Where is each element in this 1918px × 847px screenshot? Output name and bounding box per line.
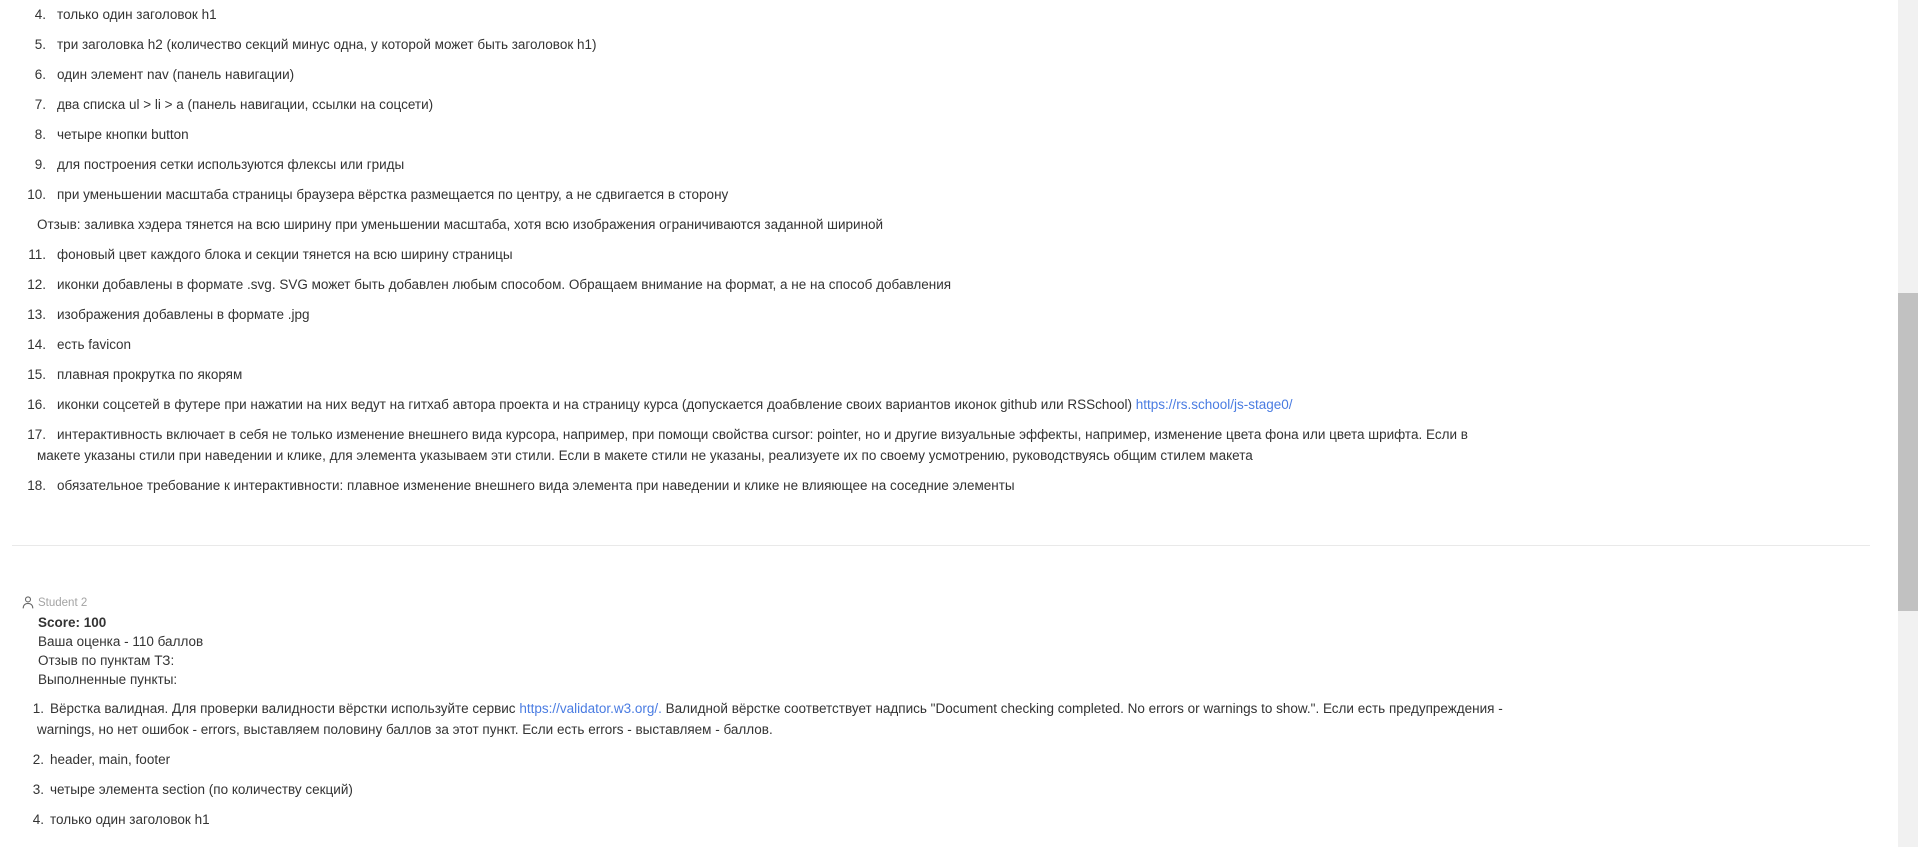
list-item-number: 18. (27, 478, 46, 493)
section-divider (12, 545, 1870, 546)
list-item-number: 11. (28, 247, 46, 262)
list-item-text: иконки соцсетей в футере при нажатии на них ведут на гитхаб автора проекта и на страницу курса (допускается доабвление своих вариантов иконок github или RSSchool) (57, 397, 1136, 412)
list-item-text: три заголовка h2 (количество секций минус одна, у которой может быть заголовок h1) (57, 37, 597, 52)
list-item (27, 364, 1510, 385)
list-item-number: 17. (27, 427, 46, 442)
list-item-link[interactable]: https://validator.w3.org/. (519, 701, 662, 716)
review-feedback-header: Отзыв по пунктам ТЗ: (38, 653, 175, 668)
list-item (34, 34, 1510, 55)
list-item-number: 13. (27, 307, 46, 322)
list-item (34, 154, 1510, 175)
list-item-number: 14. (27, 337, 46, 352)
list-item-number: 5. (34, 37, 46, 52)
list-item (27, 334, 1510, 355)
list-item-number: 15. (27, 367, 46, 382)
list-item-text: Валидной вёрстке соответствует надпись "Document checking completed. No errors or warnings to show.". Если есть предупреждения - warnings, но нет ошибок - errors, выставляем половину баллов за этот пункт. Если есть errors - выставляем - баллов. (37, 701, 1503, 737)
list-item-text: четыре кнопки button (57, 127, 189, 142)
list-item-number: 3. (32, 782, 44, 797)
list-item (27, 184, 1510, 205)
list-item-text: обязательное требование к интерактивности: плавное изменение внешнего вида элемента при наведении и клике не влияющее на соседние элементы (57, 478, 1015, 493)
list-item-number: 7. (34, 97, 46, 112)
review-author-name: Student 2 (38, 597, 88, 609)
list-item-number: 4. (34, 7, 46, 22)
list-item (34, 124, 1510, 145)
list-item (27, 424, 1510, 466)
list-item (34, 94, 1510, 115)
list-item-text: Вёрстка валидная. Для проверки валидности вёрстки используйте сервис (50, 701, 520, 716)
list-item-text: фоновый цвет каждого блока и секции тянется на всю ширину страницы (57, 247, 513, 262)
vertical-scrollbar-thumb[interactable] (1898, 293, 1918, 611)
completed-items-checklist (0, 698, 1898, 830)
list-item-text: изображения добавлены в формате .jpg (57, 307, 310, 322)
list-item (32, 809, 1510, 830)
list-item (34, 4, 1510, 25)
list-item (27, 394, 1510, 415)
list-item (32, 749, 1510, 770)
list-item-link[interactable]: https://rs.school/js-stage0/ (1135, 397, 1293, 412)
list-item-text: для построения сетки используются флексы или гриды (57, 157, 405, 172)
list-item-number: 9. (34, 157, 46, 172)
review-grade: Ваша оценка - 110 баллов (38, 634, 204, 649)
list-item-number: 6. (34, 67, 46, 82)
vertical-scrollbar-track[interactable] (1898, 0, 1918, 847)
list-item-text: плавная прокрутка по якорям (57, 367, 243, 382)
list-item-number: 2. (32, 752, 44, 767)
list-item-number: 16. (27, 397, 46, 412)
list-item-text: только один заголовок h1 (50, 812, 210, 827)
list-item-number: 1. (32, 701, 44, 716)
list-item (27, 304, 1510, 325)
list-item-text: четыре элемента section (по количеству секций) (50, 782, 353, 797)
list-item (28, 244, 1510, 265)
review-block (0, 594, 1898, 689)
list-item-text: интерактивность включает в себя не только изменение внешнего вида курсора, например, при помощи свойства cursor: pointer, но и другие визуальные эффекты, например, изменение цвета фона или цвета шрифта. Если в макете указаны стили при наведении и клике, для элемента указываем эти стили. Если в макете стили не указаны, реализуете их по своему усмотрению, руководствуясь общим стилем макета (37, 427, 1468, 463)
list-item-text: два списка ul > li > a (панель навигации, ссылки на соцсети) (57, 97, 434, 112)
list-item (32, 779, 1510, 800)
list-item-text: есть favicon (57, 337, 131, 352)
list-item (27, 475, 1510, 496)
review-author-row (0, 594, 1898, 613)
list-item-text: только один заголовок h1 (57, 7, 217, 22)
review-score: Score: 100 (38, 615, 107, 630)
list-item-text: один элемент nav (панель навигации) (57, 67, 295, 82)
list-item-text: иконки добавлены в формате .svg. SVG может быть добавлен любым способом. Обращаем внимание на формат, а не на способ добавления (57, 277, 952, 292)
list-item (34, 64, 1510, 85)
list-item-number: 10. (27, 187, 46, 202)
list-item-text: header, main, footer (50, 752, 171, 767)
review-done-header: Выполненные пункты: (38, 672, 178, 687)
list-item-number: 8. (34, 127, 46, 142)
list-item-number: 12. (27, 277, 46, 292)
user-avatar-icon (22, 596, 34, 609)
list-item-text: при уменьшении масштаба страницы браузера вёрстка размещается по центру, а не сдвигается в сторону (57, 187, 729, 202)
requirements-checklist (0, 4, 1898, 496)
reviewer-feedback-note: Отзыв: заливка хэдера тянется на всю ширину при уменьшении масштаба, хотя всю изображения ограничиваются заданной шириной (37, 217, 884, 232)
list-item-number: 4. (32, 812, 44, 827)
list-item (32, 698, 1510, 740)
list-item (27, 274, 1510, 295)
